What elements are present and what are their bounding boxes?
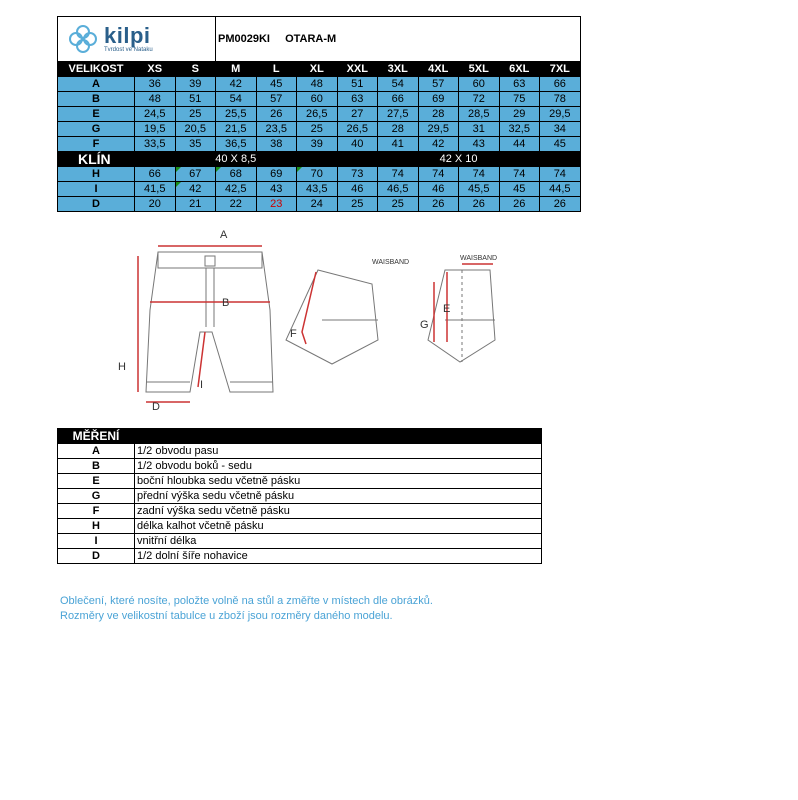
diagram-labels: [118, 229, 497, 413]
measurement-description: vnitřní délka: [135, 534, 542, 549]
size-value-cell: 24: [297, 197, 338, 212]
size-value-cell: 41,5: [135, 182, 176, 197]
label-f: F: [290, 328, 297, 340]
size-value-cell: 34: [540, 122, 581, 137]
size-value-cell: 26: [418, 197, 459, 212]
size-value-cell: 51: [337, 77, 378, 92]
measurement-lines: [138, 246, 493, 402]
brand-name: kilpi: [104, 22, 151, 48]
measurement-code: E: [58, 474, 135, 489]
measurement-code: G: [58, 489, 135, 504]
size-value-cell: 73: [337, 167, 378, 182]
measurement-code: H: [58, 519, 135, 534]
size-value-cell: 51: [175, 92, 216, 107]
waistband-left-label: WAISBAND: [372, 259, 410, 266]
size-value-cell: 45: [256, 77, 297, 92]
measurement-description: 1/2 obvodu pasu: [135, 444, 542, 459]
size-header: 6XL: [499, 62, 540, 77]
size-value-cell: 26: [256, 107, 297, 122]
top-rows: [58, 77, 581, 152]
size-value-cell: 24,5: [135, 107, 176, 122]
size-value-cell: 31: [459, 122, 500, 137]
size-value-cell: 60: [459, 77, 500, 92]
size-value-cell: 54: [216, 92, 257, 107]
label-e: E: [443, 303, 451, 315]
front-shorts-drawing: [146, 252, 273, 392]
size-header: XL: [297, 62, 338, 77]
size-value-cell: 42,5: [216, 182, 257, 197]
size-value-cell: 21,5: [216, 122, 257, 137]
measurement-code: I: [58, 534, 135, 549]
klin-right: 42 X 10: [337, 152, 580, 167]
size-row-e: [58, 107, 581, 122]
size-value-cell: 66: [378, 92, 419, 107]
size-value-cell: 43,5: [297, 182, 338, 197]
size-value-cell: 63: [499, 77, 540, 92]
size-value-cell: 44: [499, 137, 540, 152]
size-value-cell: 23,5: [256, 122, 297, 137]
size-value-cell: 32,5: [499, 122, 540, 137]
size-value-cell: 42: [418, 137, 459, 152]
size-value-cell: 44,5: [540, 182, 581, 197]
product-title: [216, 17, 581, 62]
label-g: G: [420, 319, 429, 331]
size-value-cell: 66: [135, 167, 176, 182]
size-value-cell: 72: [459, 92, 500, 107]
measurement-description: zadní výška sedu včetně pásku: [135, 504, 542, 519]
size-value-cell: 20,5: [175, 122, 216, 137]
size-header: 3XL: [378, 62, 419, 77]
size-value-cell: 20: [135, 197, 176, 212]
size-header: 7XL: [540, 62, 581, 77]
size-value-cell: 21: [175, 197, 216, 212]
size-row-g: [58, 122, 581, 137]
measurement-code: D: [58, 549, 135, 564]
size-value-cell: 39: [297, 137, 338, 152]
size-value-cell: 42: [216, 77, 257, 92]
size-value-cell: 25,5: [216, 107, 257, 122]
size-value-cell: 29,5: [540, 107, 581, 122]
label-b: B: [222, 297, 230, 309]
size-row-d: [58, 197, 581, 212]
size-value-cell: 29: [499, 107, 540, 122]
measurement-title: MĚŘENÍ: [58, 429, 135, 444]
kilpi-logo-icon: [66, 24, 100, 54]
size-value-cell: 38: [256, 137, 297, 152]
measurement-header-blank: [135, 429, 542, 444]
size-value-cell: 22: [216, 197, 257, 212]
row-label: I: [58, 182, 135, 197]
size-row-a: [58, 77, 581, 92]
size-value-cell: 74: [459, 167, 500, 182]
size-value-cell: 48: [297, 77, 338, 92]
measurement-description: přední výška sedu včetně pásku: [135, 489, 542, 504]
size-value-cell: 28: [378, 122, 419, 137]
logo-cell: [58, 17, 216, 62]
row-label: E: [58, 107, 135, 122]
size-value-cell: 42: [175, 182, 216, 197]
measurement-row: [58, 474, 542, 489]
waistband-right-label: WAISBAND: [460, 255, 498, 262]
size-value-cell: 36,5: [216, 137, 257, 152]
size-value-cell: 74: [378, 167, 419, 182]
klin-left: 40 X 8,5: [135, 152, 338, 167]
size-value-cell: 54: [378, 77, 419, 92]
chart-header-row: [58, 17, 581, 62]
measurement-row: [58, 459, 542, 474]
size-row-h: [58, 167, 581, 182]
measurement-header-row: [58, 429, 542, 444]
size-value-cell: 45,5: [459, 182, 500, 197]
size-value-cell: 25: [337, 197, 378, 212]
brand-tagline: Tvrdost ve Nataku: [104, 46, 153, 53]
size-value-cell: 69: [418, 92, 459, 107]
size-value-cell: 35: [175, 137, 216, 152]
size-value-cell: 43: [459, 137, 500, 152]
size-header: 4XL: [418, 62, 459, 77]
size-value-cell: 78: [540, 92, 581, 107]
measurement-description: 1/2 obvodu boků - sedu: [135, 459, 542, 474]
measurement-row: [58, 549, 542, 564]
bottom-rows: [58, 167, 581, 212]
size-value-cell: 69: [256, 167, 297, 182]
size-value-cell: 74: [540, 167, 581, 182]
size-value-cell: 39: [175, 77, 216, 92]
size-value-cell: 74: [418, 167, 459, 182]
size-value-cell: 48: [135, 92, 176, 107]
measuring-note: [60, 594, 433, 624]
size-value-cell: 74: [499, 167, 540, 182]
size-value-cell: 27: [337, 107, 378, 122]
row-label: A: [58, 77, 135, 92]
brand-logo: [58, 24, 215, 54]
size-value-cell: 25: [175, 107, 216, 122]
label-i: I: [200, 379, 204, 391]
size-value-cell: 68: [216, 167, 257, 182]
size-value-cell: 40: [337, 137, 378, 152]
size-value-cell: 45: [499, 182, 540, 197]
size-value-cell: 29,5: [418, 122, 459, 137]
size-value-cell: 43: [256, 182, 297, 197]
measurement-code: F: [58, 504, 135, 519]
measurement-table: [57, 428, 542, 564]
product-code: PM0029KI: [218, 32, 270, 45]
size-value-cell: 70: [297, 167, 338, 182]
measurement-description: boční hloubka sedu včetně pásku: [135, 474, 542, 489]
size-value-cell: 67: [175, 167, 216, 182]
size-header: XS: [135, 62, 176, 77]
size-value-cell: 19,5: [135, 122, 176, 137]
measurement-description: 1/2 dolní šíře nohavice: [135, 549, 542, 564]
size-row-b: [58, 92, 581, 107]
back-shorts-drawing: [286, 270, 378, 364]
size-value-cell: 41: [378, 137, 419, 152]
klin-row: [58, 152, 581, 167]
size-chart-table: [57, 16, 581, 212]
size-value-cell: 57: [418, 77, 459, 92]
size-header: XXL: [337, 62, 378, 77]
size-value-cell: 45: [540, 137, 581, 152]
measurement-row: [58, 534, 542, 549]
label-h: H: [118, 361, 126, 373]
size-value-cell: 27,5: [378, 107, 419, 122]
size-value-cell: 26,5: [337, 122, 378, 137]
size-row-f: [58, 137, 581, 152]
size-value-cell: 46: [418, 182, 459, 197]
measurement-code: A: [58, 444, 135, 459]
size-value-cell: 25: [378, 197, 419, 212]
size-row-i: [58, 182, 581, 197]
size-value-cell: 28,5: [459, 107, 500, 122]
side-shorts-drawing: [428, 270, 495, 362]
measurement-rows: [58, 444, 542, 564]
klin-label: KLÍN: [58, 152, 135, 167]
size-header: 5XL: [459, 62, 500, 77]
size-value-cell: 63: [337, 92, 378, 107]
size-value-cell: 46: [337, 182, 378, 197]
label-a: A: [220, 229, 228, 241]
measurement-description: délka kalhot včetně pásku: [135, 519, 542, 534]
size-value-cell: 36: [135, 77, 176, 92]
size-value-cell: 75: [499, 92, 540, 107]
product-name: OTARA-M: [285, 32, 337, 45]
measurement-code: B: [58, 459, 135, 474]
measurement-row: [58, 444, 542, 459]
label-d: D: [152, 401, 160, 413]
measurement-row: [58, 519, 542, 534]
size-value-cell: 26,5: [297, 107, 338, 122]
size-value-cell: 28: [418, 107, 459, 122]
size-header-row: [58, 62, 581, 77]
size-value-cell: 46,5: [378, 182, 419, 197]
measurement-row: [58, 504, 542, 519]
measurement-row: [58, 489, 542, 504]
size-header: L: [256, 62, 297, 77]
note-line-2: Rozměry ve velikostní tabulce u zboží jsou rozměry daného modelu.: [60, 610, 393, 622]
measurement-diagram: [110, 222, 530, 414]
size-header: S: [175, 62, 216, 77]
size-value-cell: 33,5: [135, 137, 176, 152]
size-value-cell: 66: [540, 77, 581, 92]
note-line-1: Oblečení, které nosíte, položte volně na stůl a změřte v místech dle obrázků.: [60, 595, 433, 607]
size-value-cell: 26: [540, 197, 581, 212]
size-value-cell: 26: [499, 197, 540, 212]
row-label: G: [58, 122, 135, 137]
size-label: VELIKOST: [58, 62, 135, 77]
row-label: D: [58, 197, 135, 212]
row-label: B: [58, 92, 135, 107]
size-value-cell: 23: [256, 197, 297, 212]
size-value-cell: 26: [459, 197, 500, 212]
row-label: H: [58, 167, 135, 182]
size-value-cell: 25: [297, 122, 338, 137]
size-value-cell: 60: [297, 92, 338, 107]
row-label: F: [58, 137, 135, 152]
size-header: M: [216, 62, 257, 77]
size-value-cell: 57: [256, 92, 297, 107]
